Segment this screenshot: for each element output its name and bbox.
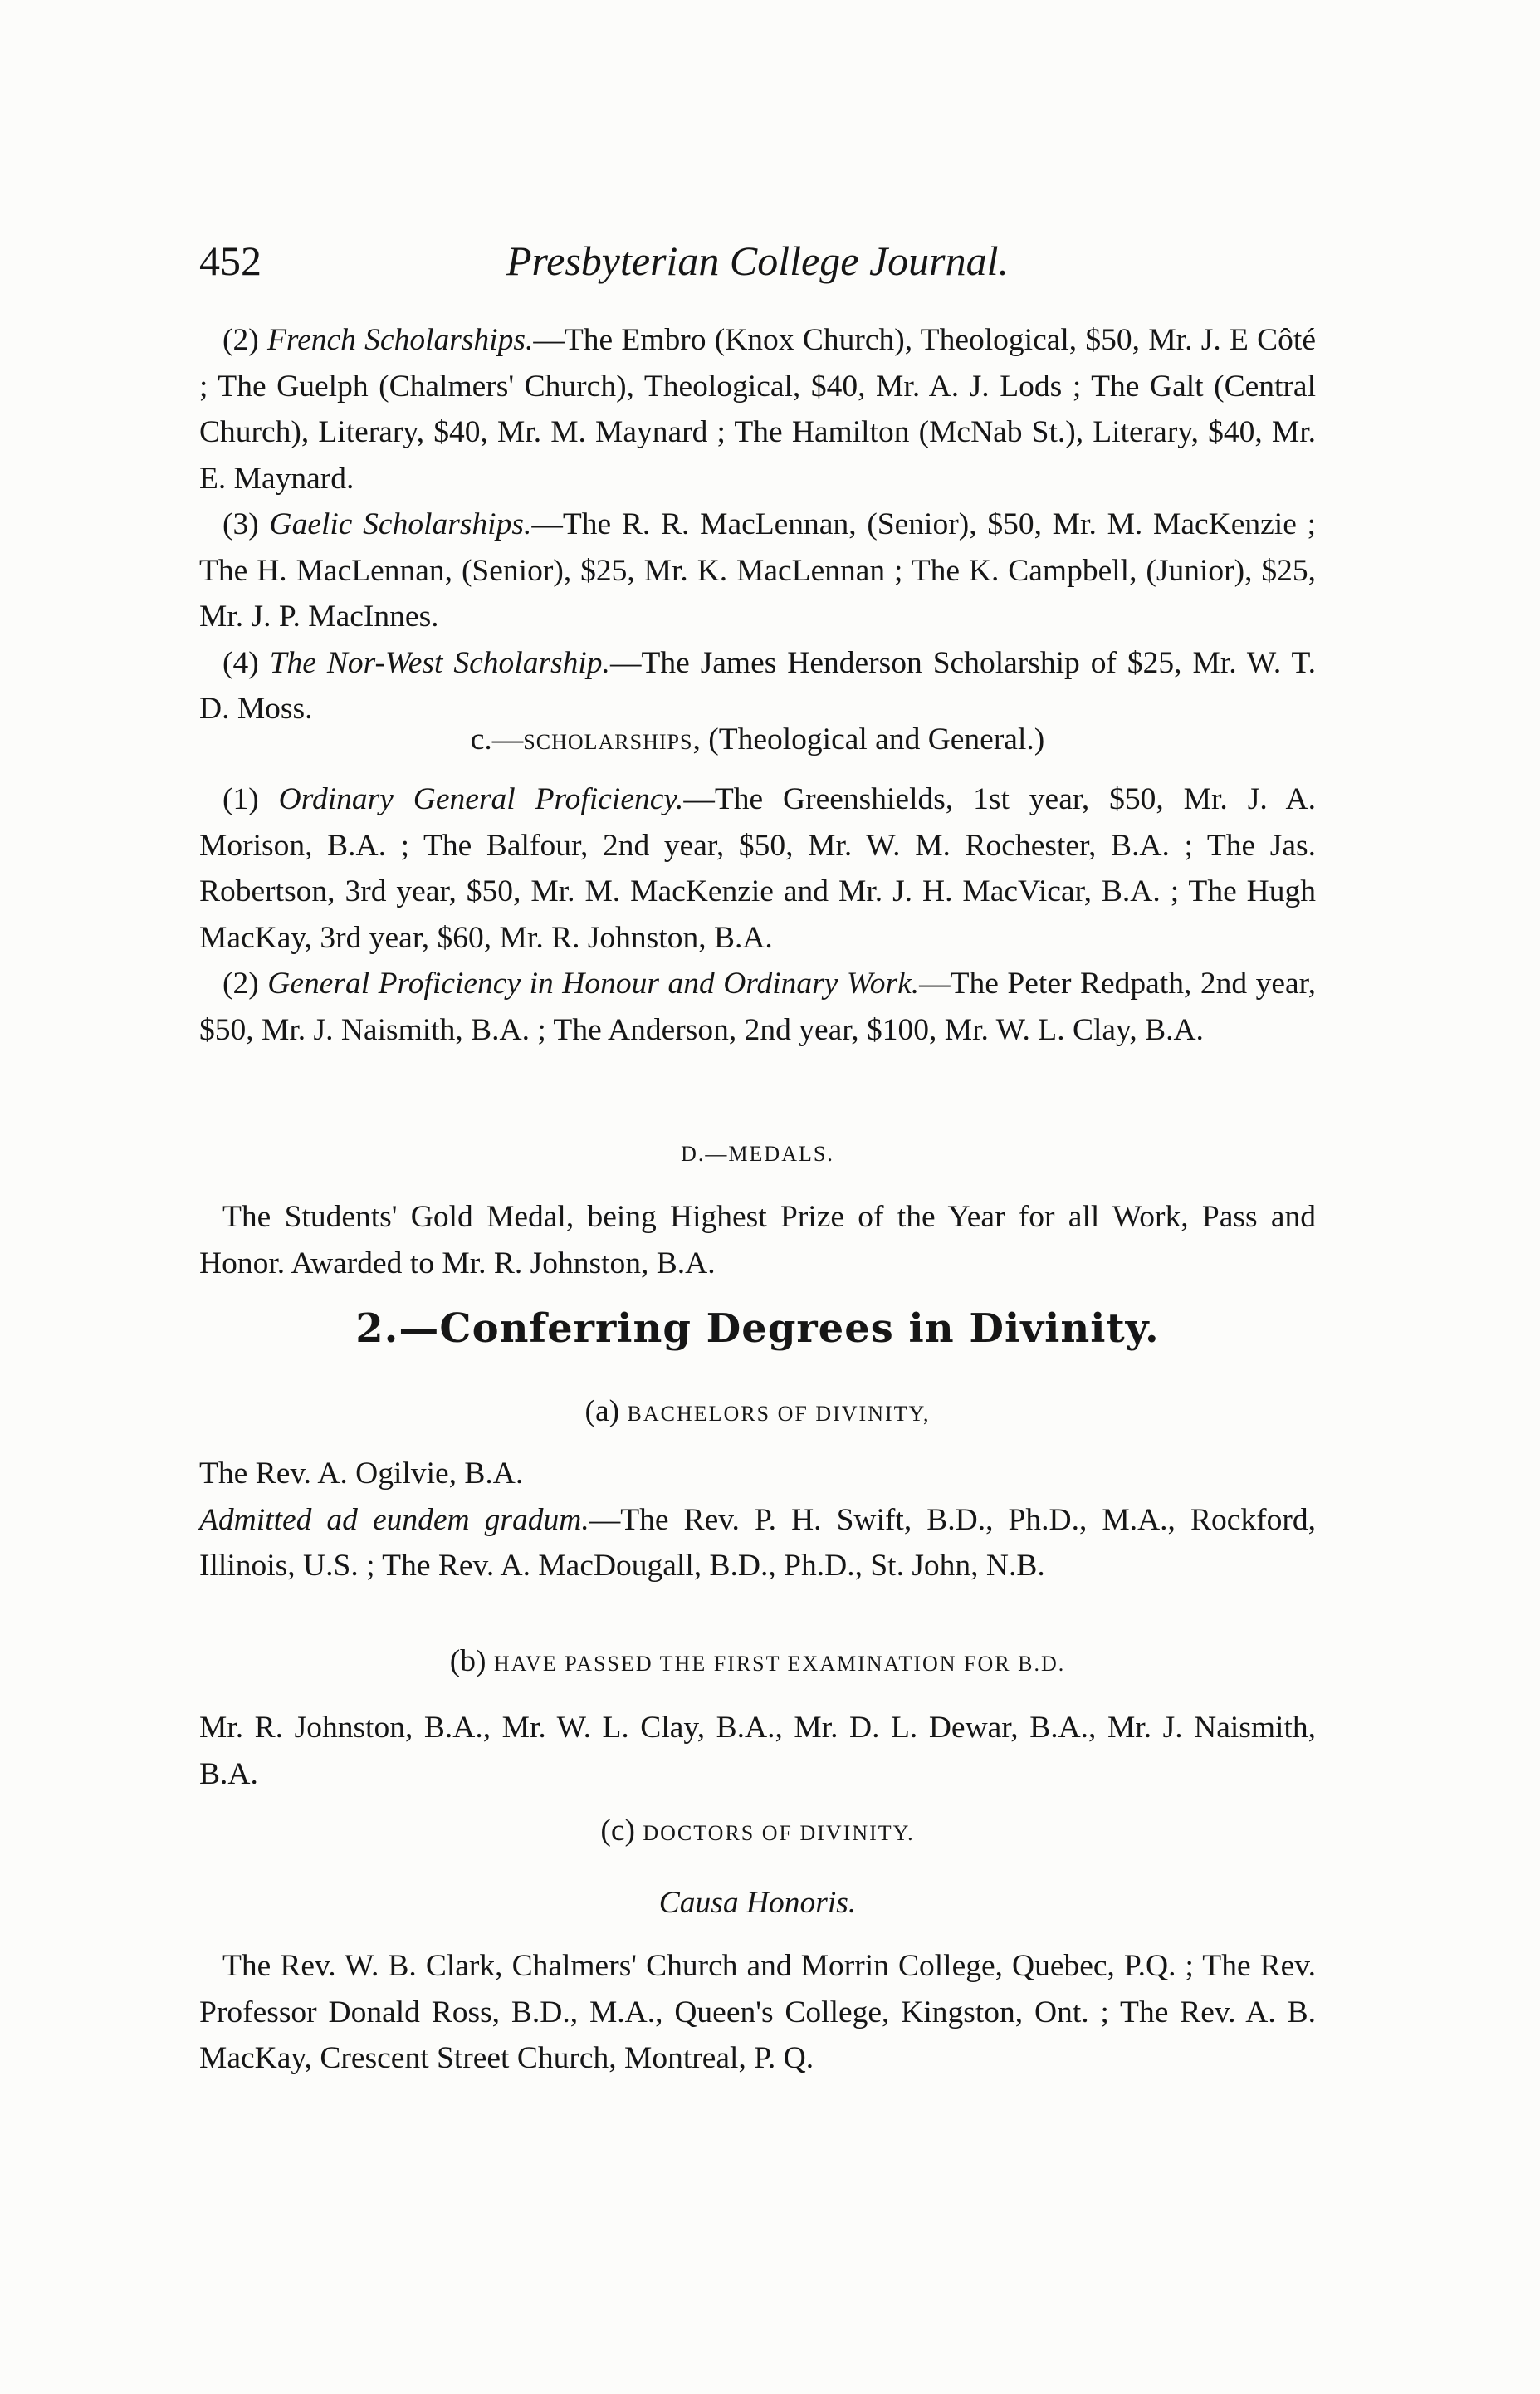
- page-header: [199, 237, 1316, 303]
- medals-heading: D.—MEDALS.: [681, 1142, 834, 1166]
- french-scholarships-paragraph: (2) French Scholarships.—The Embro (Knox Church), Theological, $50, Mr. J. E Côté ; The Guelph (Chalmers' Church), Theological, $40, Mr. A. J. Lods ; The Galt (Central Church), Literary, $40, Mr. M. Maynard ; The Hamilton (McNab St.), Literary, $40, Mr. E. Maynard.: [199, 323, 1316, 496]
- gaelic-scholarships-paragraph: (3) Gaelic Scholarships.—The R. R. MacLennan, (Senior), $50, Mr. M. MacKenzie ; The H. MacLennan, (Senior), $25, Mr. K. MacLennan ; The K. Campbell, (Junior), $25, Mr. J. P. MacInnes.: [199, 507, 1317, 634]
- scholarships-b-block: [199, 317, 1316, 732]
- norwest-scholarship-title: The Nor-West Scholarship.: [269, 645, 610, 680]
- french-scholarships-title: French Scholarships.: [267, 323, 534, 357]
- bachelors-heading-block: [199, 1388, 1316, 1437]
- running-title: Presbyterian College Journal.: [506, 237, 1009, 284]
- causa-honoris: Causa Honoris.: [658, 1886, 857, 1920]
- doctors-heading-block: [199, 1808, 1316, 1856]
- causa-honoris-block: [199, 1880, 1316, 1926]
- first-exam-block: [199, 1705, 1316, 1797]
- first-exam-names: Mr. R. Johnston, B.A., Mr. W. L. Clay, B.A., Mr. D. L. Dewar, B.A., Mr. J. Naismith, B.A.: [199, 1711, 1316, 1791]
- bachelor-ogilvie: The Rev. A. Ogilvie, B.A.: [199, 1456, 524, 1491]
- honour-proficiency-paragraph: (2) General Proficiency in Honour and Ordinary Work.—The Peter Redpath, 2nd year, $50, Mr. J. Naismith, B.A. ; The Anderson, 2nd year, $100, Mr. W. L. Clay, B.A.: [199, 967, 1316, 1047]
- section-c-heading: c.—scholarships, (Theological and General.): [470, 722, 1045, 756]
- first-exam-heading: (b) HAVE PASSED THE FIRST EXAMINATION FOR B.D.: [449, 1644, 1066, 1678]
- honour-proficiency-title: General Proficiency in Honour and Ordinary Work.: [267, 967, 920, 1001]
- section-c: [199, 717, 1316, 762]
- ordinary-proficiency-title: Ordinary General Proficiency.: [278, 782, 684, 816]
- norwest-scholarship-paragraph: (4) The Nor-West Scholarship.—The James Henderson Scholarship of $25, Mr. W. T. D. Moss.: [199, 645, 1316, 726]
- doctors-heading: (c) DOCTORS OF DIVINITY.: [600, 1814, 915, 1848]
- first-exam-heading-block: [199, 1638, 1316, 1687]
- ad-eundem-paragraph: Admitted ad eundem gradum.—The Rev. P. H. Swift, B.D., Ph.D., M.A., Rockford, Illinois, U.S. ; The Rev. A. MacDougall, B.D., Ph.D., St. John, N.B.: [199, 1502, 1316, 1583]
- bachelors-block: [199, 1451, 1316, 1589]
- ad-eundem-label: Admitted ad eundem gradum.: [199, 1502, 589, 1537]
- gold-medal-paragraph: The Students' Gold Medal, being Highest Prize of the Year for all Work, Pass and Honor. Awarded to Mr. R. Johnston, B.A.: [199, 1200, 1316, 1280]
- doctors-block: [199, 1943, 1316, 2082]
- medals-text-block: [199, 1194, 1316, 1286]
- ordinary-proficiency-paragraph: (1) Ordinary General Proficiency.—The Greenshields, 1st year, $50, Mr. J. A. Morison, B.A. ; The Balfour, 2nd year, $50, Mr. W. M. Rochester, B.A. ; The Jas. Robertson, 3rd year, $50, Mr. M. MacKenzie and Mr. J. H. MacVicar, B.A. ; The Hugh MacKay, 3rd year, $60, Mr. R. Johnston, B.A.: [199, 782, 1317, 955]
- bachelors-heading: (a) BACHELORS OF DIVINITY,: [584, 1394, 931, 1428]
- section-d: [199, 1142, 1316, 1167]
- section-c-items: [199, 776, 1316, 1053]
- doctors-paragraph: The Rev. W. B. Clark, Chalmers' Church and Morrin College, Quebec, P.Q. ; The Rev. Professor Donald Ross, B.D., M.A., Queen's College, Kingston, Ont. ; The Rev. A. B. MacKay, Crescent Street Church, Montreal, P. Q.: [199, 1949, 1316, 2075]
- divinity-section-title-block: [199, 1305, 1316, 1352]
- divinity-section-title: 2.—Conferring Degrees in Divinity.: [355, 1305, 1160, 1352]
- page-number: 452: [199, 237, 262, 284]
- gaelic-scholarships-title: Gaelic Scholarships.: [269, 507, 532, 541]
